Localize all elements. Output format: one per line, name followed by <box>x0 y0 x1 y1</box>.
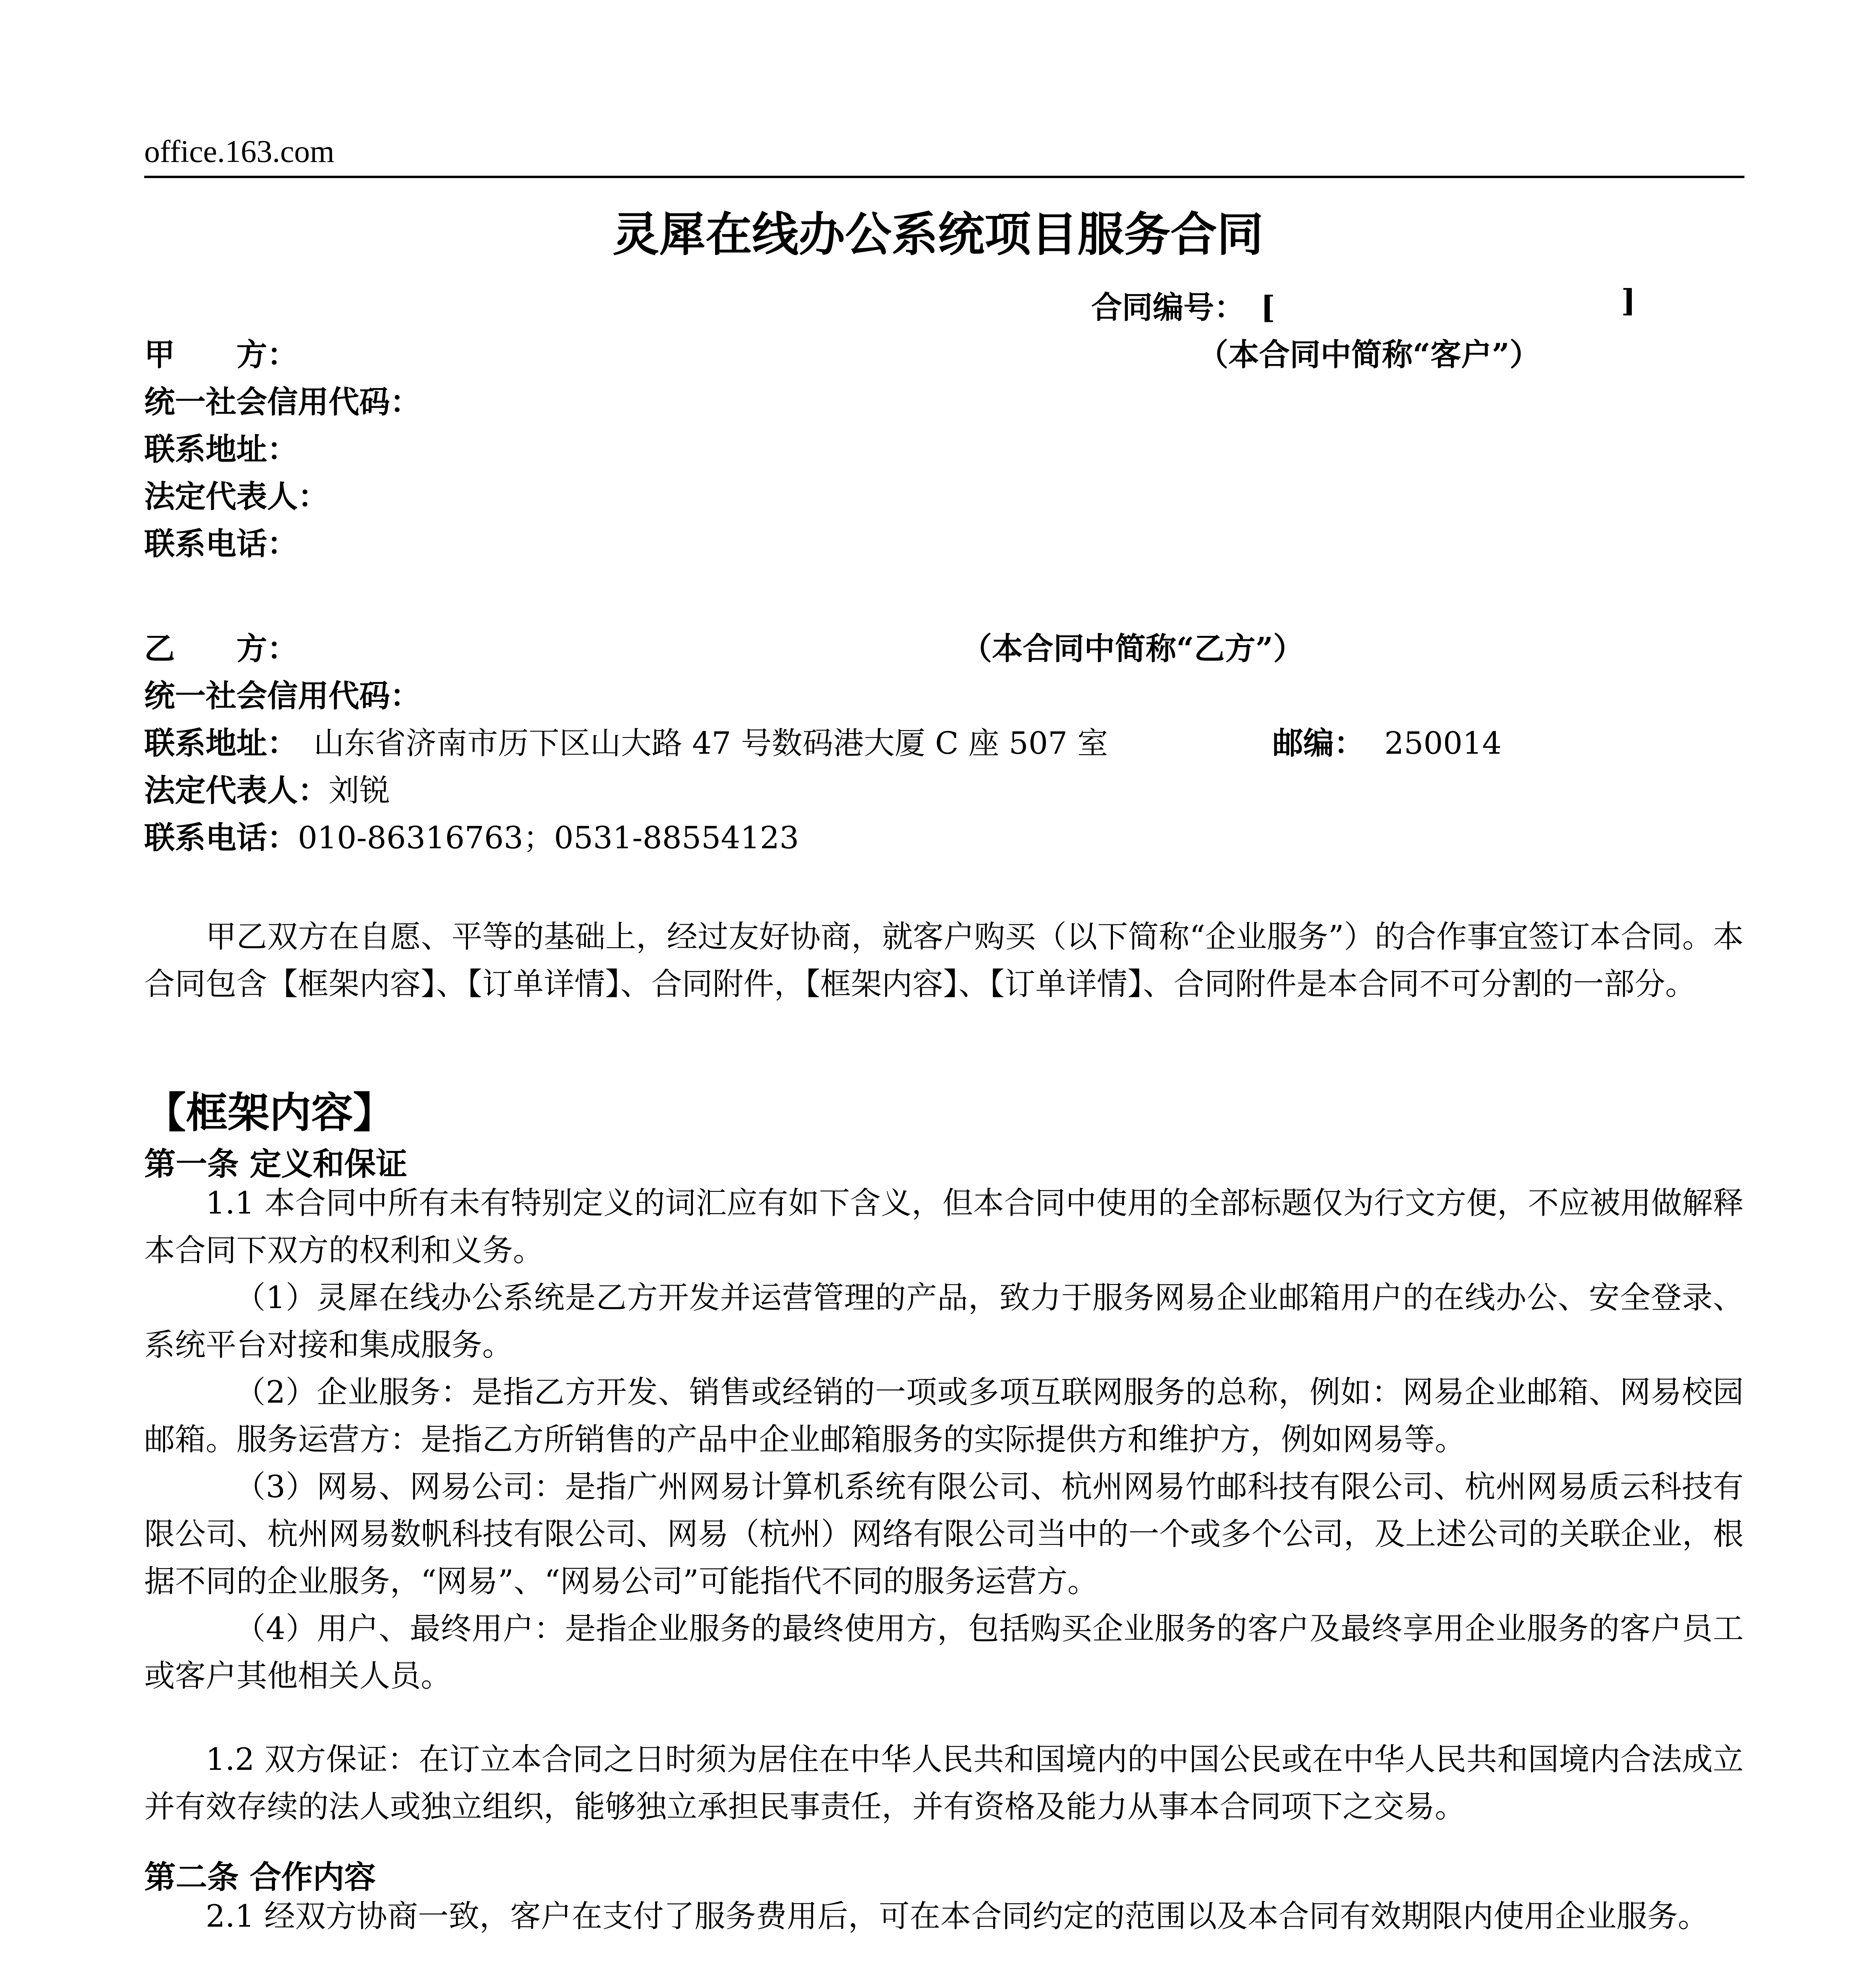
article-1-clause-1-1: 1.1 本合同中所有未有特别定义的词汇应有如下含义，但本合同中使用的全部标题仅为行文方便，不应被用做解释本合同下双方的权利和义务。 <box>144 1186 1744 1268</box>
header-divider <box>144 176 1744 178</box>
party-a-alias: （本合同中简称“客户”） <box>1198 337 1540 373</box>
party-b-postcode <box>1272 719 1502 763</box>
party-b-phone-value: 010-86316763；0531-88554123 <box>298 820 799 856</box>
party-b-rep-label: 法定代表人： <box>144 773 329 808</box>
party-b-postcode-value: 250014 <box>1384 726 1502 761</box>
site-header: office.163.com <box>144 134 334 169</box>
party-b-address <box>144 719 1108 763</box>
article-2-clause-2-1: 2.1 经双方协商一致，客户在支付了服务费用后，可在本合同约定的范围以及本合同有效期限内使用企业服务。 <box>206 1899 1709 1934</box>
document-title: 灵犀在线办公系统项目服务合同 <box>612 207 1263 262</box>
party-b-alias: （本合同中简称“乙方”） <box>961 631 1304 667</box>
party-a-address-label: 联系地址： <box>144 431 298 467</box>
article-1-definition-3: （3）网易、网易公司：是指广州网易计算机系统有限公司、杭州网易竹邮科技有限公司、杭州网易质云科技有限公司、杭州网易数帆科技有限公司、网易（杭州）网络有限公司当中的一个或多个公司，及上述公司的关联企业，根据不同的企业服务，“网易”、“网易公司”可能指代不同的服务运营方。 <box>144 1469 1744 1599</box>
article-1-title: 第一条 定义和保证 <box>144 1145 407 1182</box>
party-b-rep-value: 刘锐 <box>329 773 390 808</box>
section-framework-title: 【框架内容】 <box>144 1088 395 1137</box>
article-1-clause-1-2: 1.2 双方保证：在订立本合同之日时须为居住在中华人民共和国境内的中国公民或在中华人民共和国境内合法成立并有效存续的法人或独立组织，能够独立承担民事责任，并有资格及能力从事本合同项下之交易。 <box>144 1742 1744 1825</box>
contract-number-open-bracket: [ <box>1261 290 1275 325</box>
article-1-definition-2: （2）企业服务：是指乙方开发、销售或经销的一项或多项互联网服务的总称，例如：网易企业邮箱、网易校园邮箱。服务运营方：是指乙方所销售的产品中企业邮箱服务的实际提供方和维护方，例如网易等。 <box>144 1375 1744 1457</box>
contract-number-close-bracket: ] <box>1621 283 1636 319</box>
intro-paragraph: 甲乙双方在自愿、平等的基础上，经过友好协商，就客户购买（以下简称“企业服务”）的合作事宜签订本合同。本合同包含【框架内容】、【订单详情】、合同附件，【框架内容】、【订单详情】、合同附件是本合同不可分割的一部分。 <box>144 919 1744 1002</box>
party-b-phone <box>144 813 799 857</box>
contract-number-label: 合同编号： <box>1091 290 1245 325</box>
party-b-postcode-label: 邮编： <box>1272 725 1365 761</box>
party-b-credit-code-label: 统一社会信用代码： <box>144 678 421 714</box>
party-b-phone-label: 联系电话： <box>144 820 298 856</box>
article-1-definition-1: （1）灵犀在线办公系统是乙方开发并运营管理的产品，致力于服务网易企业邮箱用户的在线办公、安全登录、系统平台对接和集成服务。 <box>144 1280 1744 1363</box>
article-2-title: 第二条 合作内容 <box>144 1858 376 1896</box>
party-b-label: 乙 方： <box>144 631 298 667</box>
article-1-definition-4: （4）用户、最终用户：是指企业服务的最终使用方，包括购买企业服务的客户及最终享用企业服务的客户员工或客户其他相关人员。 <box>144 1611 1744 1694</box>
party-b-rep <box>144 766 390 810</box>
party-a-phone-label: 联系电话： <box>144 526 298 562</box>
party-b-address-value: 山东省济南市历下区山大路 47 号数码港大厦 C 座 507 室 <box>314 726 1108 761</box>
party-a-credit-code-label: 统一社会信用代码： <box>144 384 421 420</box>
party-b-address-label: 联系地址： <box>144 725 298 761</box>
party-a-label: 甲 方： <box>144 337 298 373</box>
party-a-rep-label: 法定代表人： <box>144 479 329 515</box>
contract-number <box>1091 283 1636 327</box>
